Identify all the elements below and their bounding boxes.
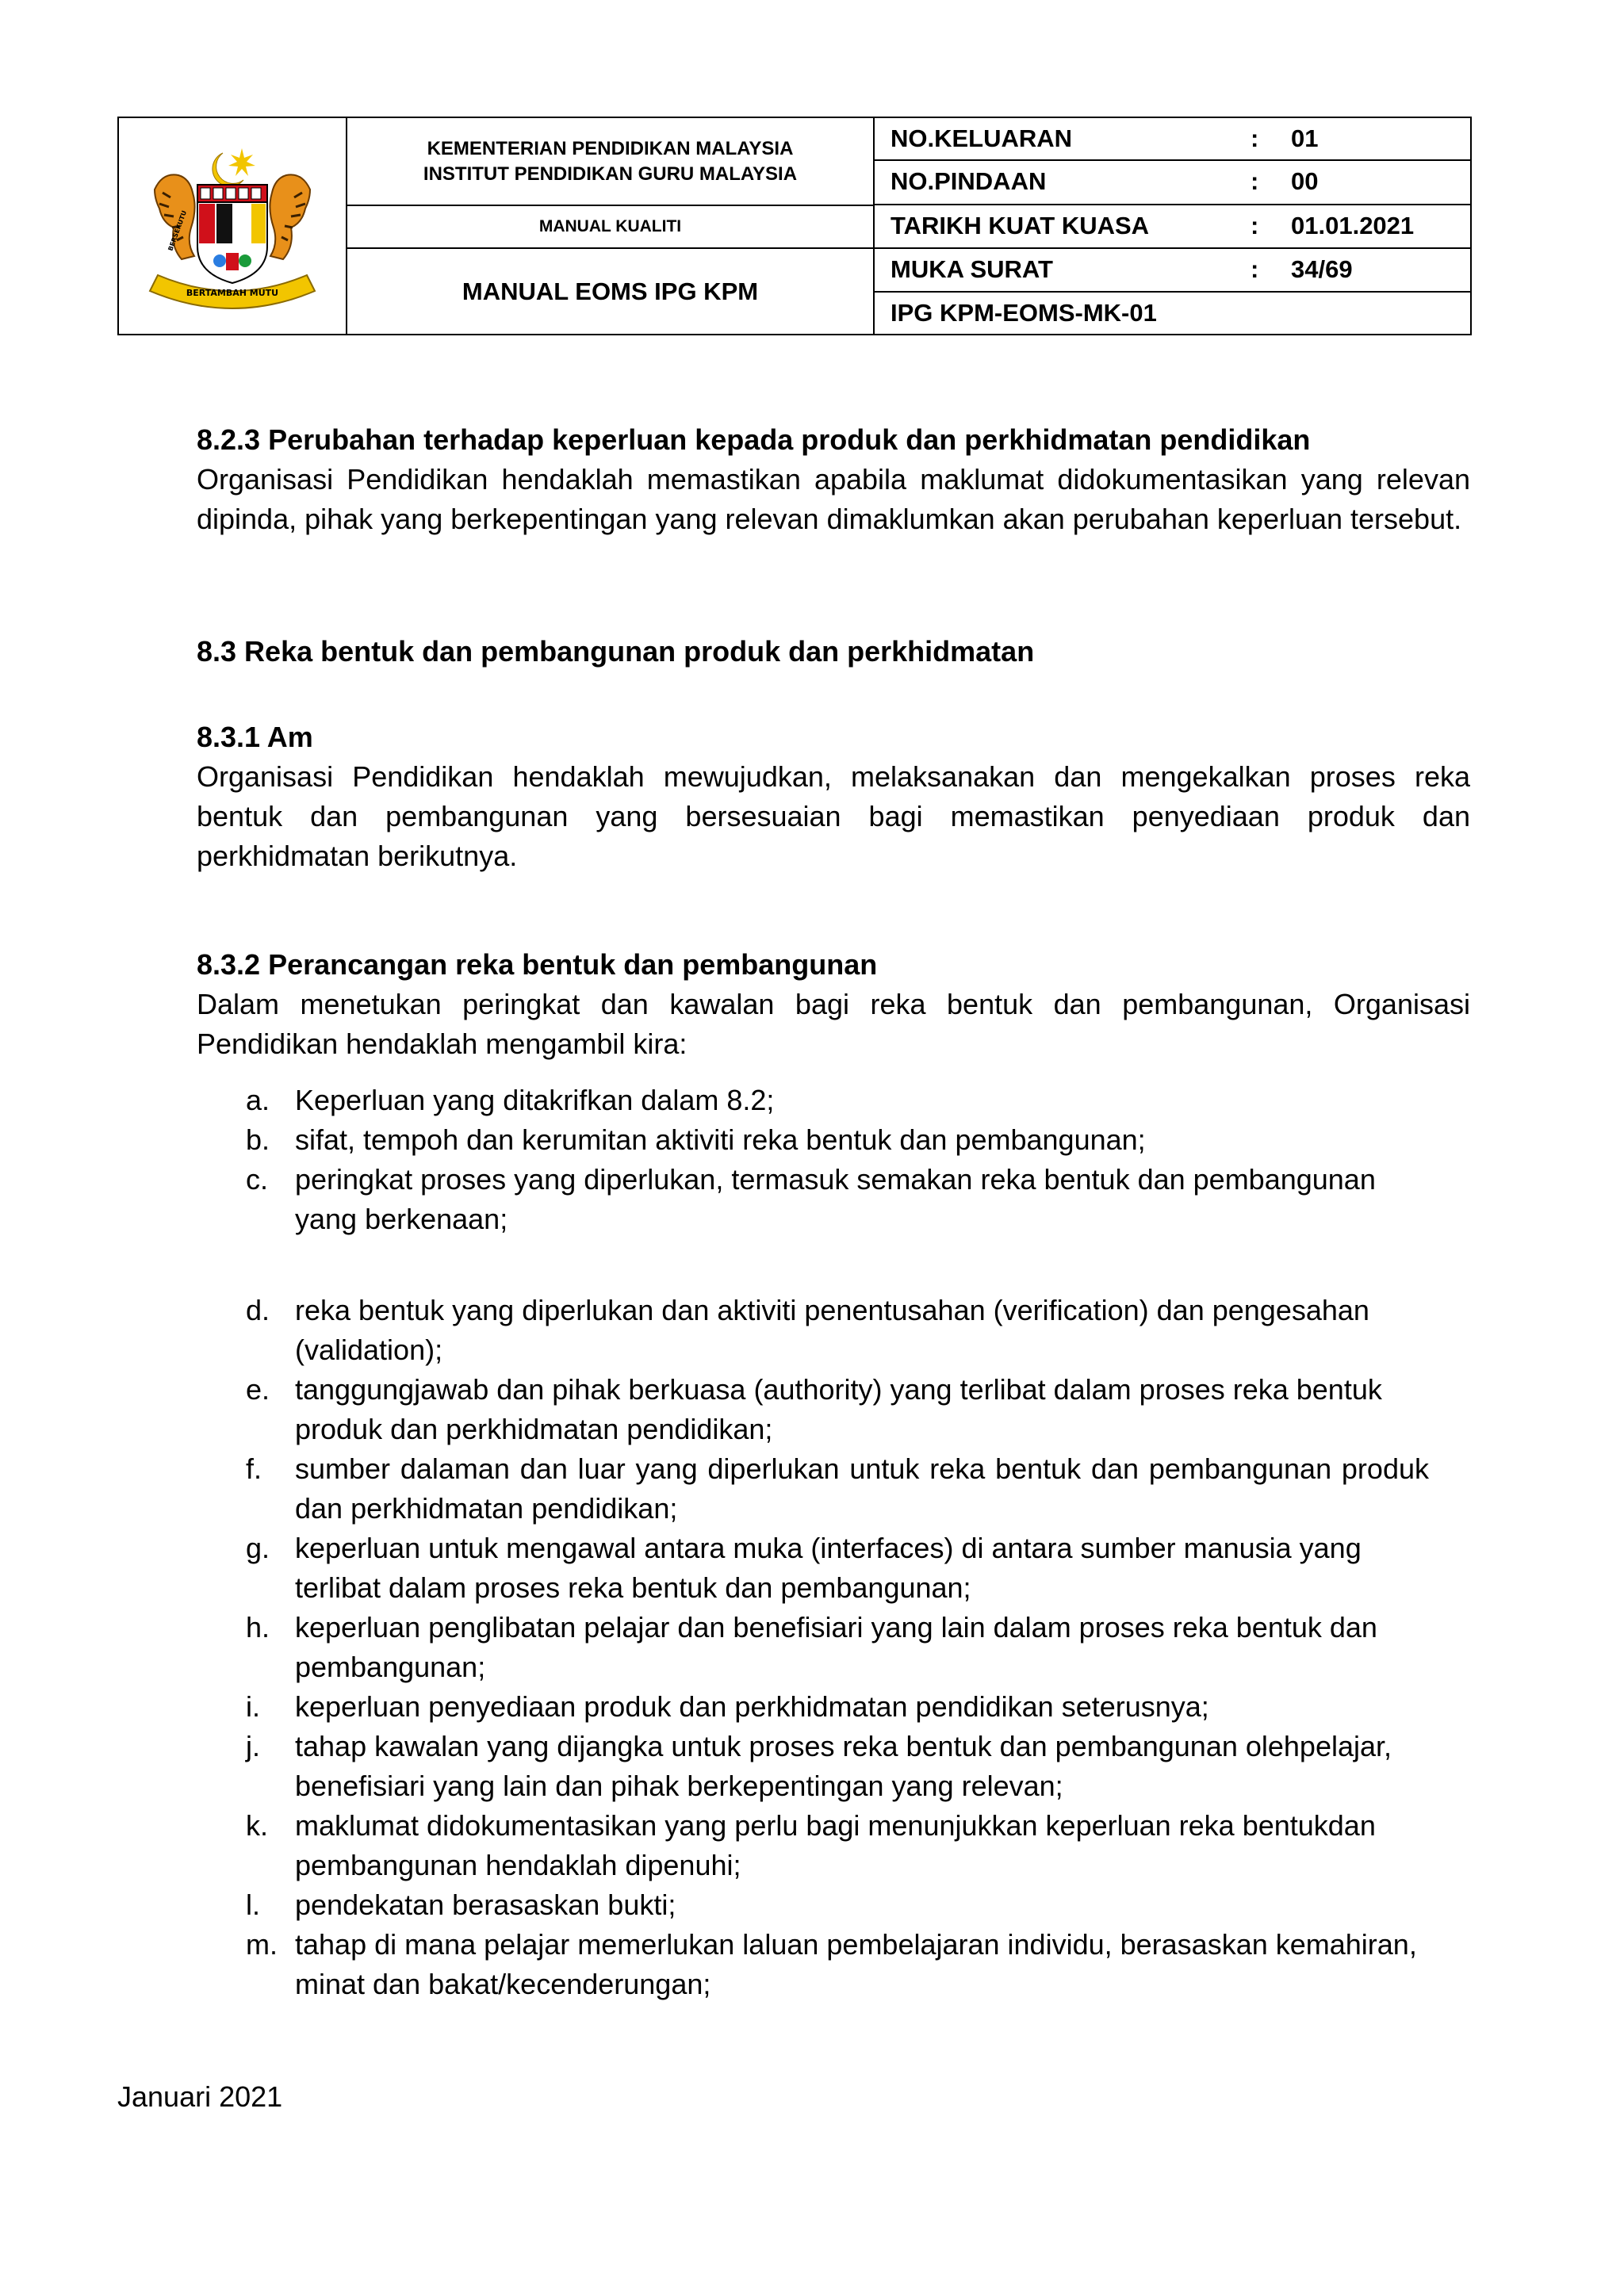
list-item (197, 1925, 1470, 2004)
meta-value: 01 (1291, 124, 1319, 152)
list-text: reka bentuk yang diperlukan dan aktiviti penentusahan (verification) dan pengesahan (validation); (295, 1294, 1369, 1366)
meta-row-no-keluaran (875, 118, 1470, 159)
meta-row-document-code (875, 293, 1470, 334)
list-marker: e. (246, 1373, 270, 1406)
org-line-2: INSTITUT PENDIDIKAN GURU MALAYSIA (423, 163, 798, 185)
list-text: keperluan penyediaan produk dan perkhidmatan pendidikan seterusnya; (295, 1690, 1209, 1723)
list-marker: j. (246, 1730, 260, 1762)
list-item (197, 1291, 1470, 1370)
section-8-3-2-body: Dalam menetukan peringkat dan kawalan bagi reka bentuk dan pembangunan, Organisasi Pendidikan hendaklah mengambil kira: (197, 988, 1470, 1060)
list-marker: h. (246, 1611, 270, 1644)
meta-label: NO.KELUARAN (891, 124, 1073, 152)
list-text: tahap kawalan yang dijangka untuk proses reka bentuk dan pembangunan olehpelajar, benefisiari yang lain dan pihak berkepentingan yang relevan; (295, 1730, 1392, 1802)
meta-row-tarikh-kuat-kuasa (875, 205, 1470, 247)
meta-label: IPG KPM-EOMS-MK-01 (891, 299, 1157, 327)
list-item (197, 1806, 1470, 1885)
meta-label: MUKA SURAT (891, 255, 1053, 283)
list-text: peringkat proses yang diperlukan, termasuk semakan reka bentuk dan pembangunan yang berkenaan; (295, 1163, 1376, 1235)
list-text: tanggungjawab dan pihak berkuasa (authority) yang terlibat dalam proses reka bentuk produk dan perkhidmatan pendidikan; (295, 1373, 1382, 1445)
list-item (197, 1081, 1470, 1120)
list-marker: g. (246, 1532, 270, 1564)
meta-label: NO.PINDAAN (891, 167, 1047, 195)
meta-row-muka-surat (875, 249, 1470, 290)
consideration-list (197, 1081, 1470, 2004)
list-text: keperluan untuk mengawal antara muka (interfaces) di antara sumber manusia yang terlibat dalam proses reka bentuk dan pembangunan; (295, 1532, 1362, 1604)
header-table (117, 117, 1472, 335)
list-marker: i. (246, 1690, 260, 1723)
meta-row-no-pindaan (875, 161, 1470, 202)
section-8-3-2-title: 8.3.2 Perancangan reka bentuk dan pembangunan (197, 948, 878, 981)
list-item (197, 1608, 1470, 1687)
list-text: keperluan penglibatan pelajar dan benefisiari yang lain dalam proses reka bentuk dan pembangunan; (295, 1611, 1377, 1683)
meta-value: 00 (1291, 167, 1319, 195)
list-item (197, 1885, 1470, 1925)
list-item (197, 1727, 1470, 1806)
list-item (197, 1687, 1470, 1727)
list-text: sumber dalaman dan luar yang diperlukan untuk reka bentuk dan pembangunan produk dan perkhidmatan pendidikan; (295, 1452, 1429, 1525)
organization-name (347, 118, 873, 205)
list-marker: f. (246, 1452, 262, 1485)
section-8-3-1-body: Organisasi Pendidikan hendaklah mewujudkan, melaksanakan dan mengekalkan proses reka bentuk dan pembangunan yang bersesuaian bagi memastikan penyediaan produk dan perkhidmatan berikutnya. (197, 760, 1470, 872)
list-marker: b. (246, 1123, 270, 1156)
coat-of-arms-logo (119, 118, 346, 334)
list-marker: c. (246, 1163, 269, 1196)
list-item (197, 1120, 1470, 1160)
list-marker: m. (246, 1928, 278, 1961)
list-item (197, 1370, 1470, 1449)
manual-title: MANUAL EOMS IPG KPM (462, 277, 759, 305)
meta-value: 01.01.2021 (1291, 212, 1415, 239)
meta-separator: : (1251, 167, 1259, 195)
meta-label: TARIKH KUAT KUASA (891, 212, 1150, 239)
list-text: tahap di mana pelajar memerlukan laluan pembelajaran individu, berasaskan kemahiran, minat dan bakat/kecenderungan; (295, 1928, 1417, 2000)
section-8-3-1-title: 8.3.1 Am (197, 721, 313, 753)
list-text: Keperluan yang ditakrifkan dalam 8.2; (295, 1084, 775, 1116)
list-item (197, 1529, 1470, 1608)
list-marker: d. (246, 1294, 270, 1326)
section-8-2-3-body: Organisasi Pendidikan hendaklah memastikan apabila maklumat didokumentasikan yang relevan dipinda, pihak yang berkepentingan yang relevan dimaklumkan akan perubahan keperluan tersebut. (197, 463, 1470, 535)
section-8-3-title: 8.3 Reka bentuk dan pembangunan produk dan perkhidmatan (197, 635, 1035, 668)
list-text: pendekatan berasaskan bukti; (295, 1888, 676, 1921)
meta-separator: : (1251, 124, 1259, 152)
section-8-2-3-title: 8.2.3 Perubahan terhadap keperluan kepada produk dan perkhidmatan pendidikan (197, 423, 1311, 456)
list-marker: k. (246, 1809, 269, 1842)
logo-motto-text: BERTAMBAH MUTU (186, 288, 279, 298)
footer-date: Januari 2021 (117, 2080, 283, 2113)
list-item (197, 1449, 1470, 1529)
logo-upper-text: BERSEKUTU (167, 209, 189, 252)
list-text: sifat, tempoh dan kerumitan aktiviti reka bentuk dan pembangunan; (295, 1123, 1146, 1156)
manual-kualiti-label: MANUAL KUALITI (538, 217, 682, 235)
list-marker: l. (246, 1888, 260, 1921)
meta-separator: : (1251, 255, 1259, 283)
meta-value: 34/69 (1291, 255, 1353, 283)
list-marker: a. (246, 1084, 270, 1116)
org-line-1: KEMENTERIAN PENDIDIKAN MALAYSIA (427, 137, 794, 159)
meta-separator: : (1251, 212, 1259, 239)
list-item (197, 1160, 1470, 1239)
list-text: maklumat didokumentasikan yang perlu bagi menunjukkan keperluan reka bentukdan pembangunan hendaklah dipenuhi; (295, 1809, 1376, 1881)
